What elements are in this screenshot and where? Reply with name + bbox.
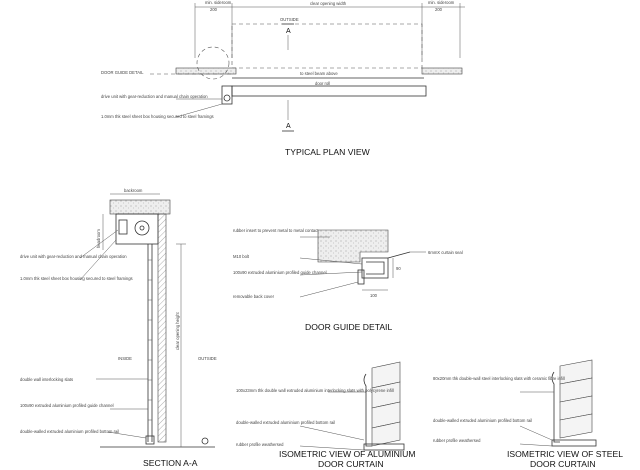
guide-note-cover: removable back cover [233,294,274,299]
plan-guide-detail-callout: DOOR GUIDE DETAIL [101,70,144,75]
section-backroom-label: backroom [124,188,143,193]
plan-view-title: TYPICAL PLAN VIEW [285,147,370,157]
guide-detail-title: DOOR GUIDE DETAIL [305,322,393,332]
steel-note-rubber: rubber profile weathersed [433,438,481,443]
alu-title-2: DOOR CURTAIN [318,459,384,469]
alu-note-rail: double-walled extruded aluminium profiled bottom rail [236,420,336,425]
section-note-channel: 100x90 extruded aluminium profiled guide channel [20,403,114,408]
section-view [20,188,217,468]
section-outside-label: OUTSIDE [198,356,217,361]
plan-dim-right-label: min. sideroom [428,0,455,5]
section-note-housing: 1.0mm thk steel sheet box housing secured to steel framings [20,276,133,281]
guide-note-bolt: M10 bolt [233,254,250,259]
plan-dim-left-value: 200 [210,7,217,12]
plan-dim-left-label: min. sideroom [205,0,232,5]
section-title: SECTION A-A [143,458,198,468]
guide-note-channel: 100x90 extruded aluminium profiled guide channel [233,270,327,275]
guide-note-rubber: rubber insert to prevent metal to metal contact [233,228,319,233]
plan-dim-right-value: 200 [435,7,442,12]
steel-note-slats: 80x20mm thk double-wall steel interlocking slats with ceramic fibre infill [433,376,565,381]
guide-note-seal: 6mmX curtain seal [428,250,463,255]
section-height-label: clear opening height [175,312,180,350]
plan-outside-label: OUTSIDE [280,17,299,22]
plan-section-mark-top: A [286,28,291,35]
alu-note-rubber: rubber profile weathersed [236,442,284,447]
plan-roll-label: door roll [315,81,331,86]
alu-isometric [236,362,416,469]
alu-note-slats: 100x23mm thk double wall extruded aluminium interlocking slats with polycyrene infill [236,388,394,393]
guide-dim-h: 100 [370,293,377,298]
plan-beam-label: to steel beam above [300,71,338,76]
section-note-bottom-rail: double-walled extruded aluminium profiled bottom rail [20,429,120,434]
steel-isometric [433,360,623,469]
section-inside-label: INSIDE [118,356,132,361]
guide-dim-v: 90 [396,266,401,271]
plan-note-drive: drive unit with gear-reduction and manual chain operation [101,94,208,99]
plan-view [101,0,465,157]
steel-note-rail: double-walled extruded aluminium profiled bottom rail [433,418,533,423]
steel-title-1: ISOMETRIC VIEW OF STEEL [507,449,624,459]
steel-title-2: DOOR CURTAIN [530,459,596,469]
section-note-drive: drive unit with gear-reduction and manual chain operation [20,254,127,259]
section-note-slats: double wall interlocking slats [20,377,74,382]
plan-dim-mid-label: clear opening width [310,1,347,6]
guide-detail [233,228,463,332]
plan-note-housing: 1.0mm thk steel sheet box housing secured to steel framings [101,114,214,119]
alu-title-1: ISOMETRIC VIEW OF ALUMINIUM [279,449,416,459]
section-headroom-label: headroom [96,229,101,248]
plan-section-mark-bottom: A [286,123,291,130]
